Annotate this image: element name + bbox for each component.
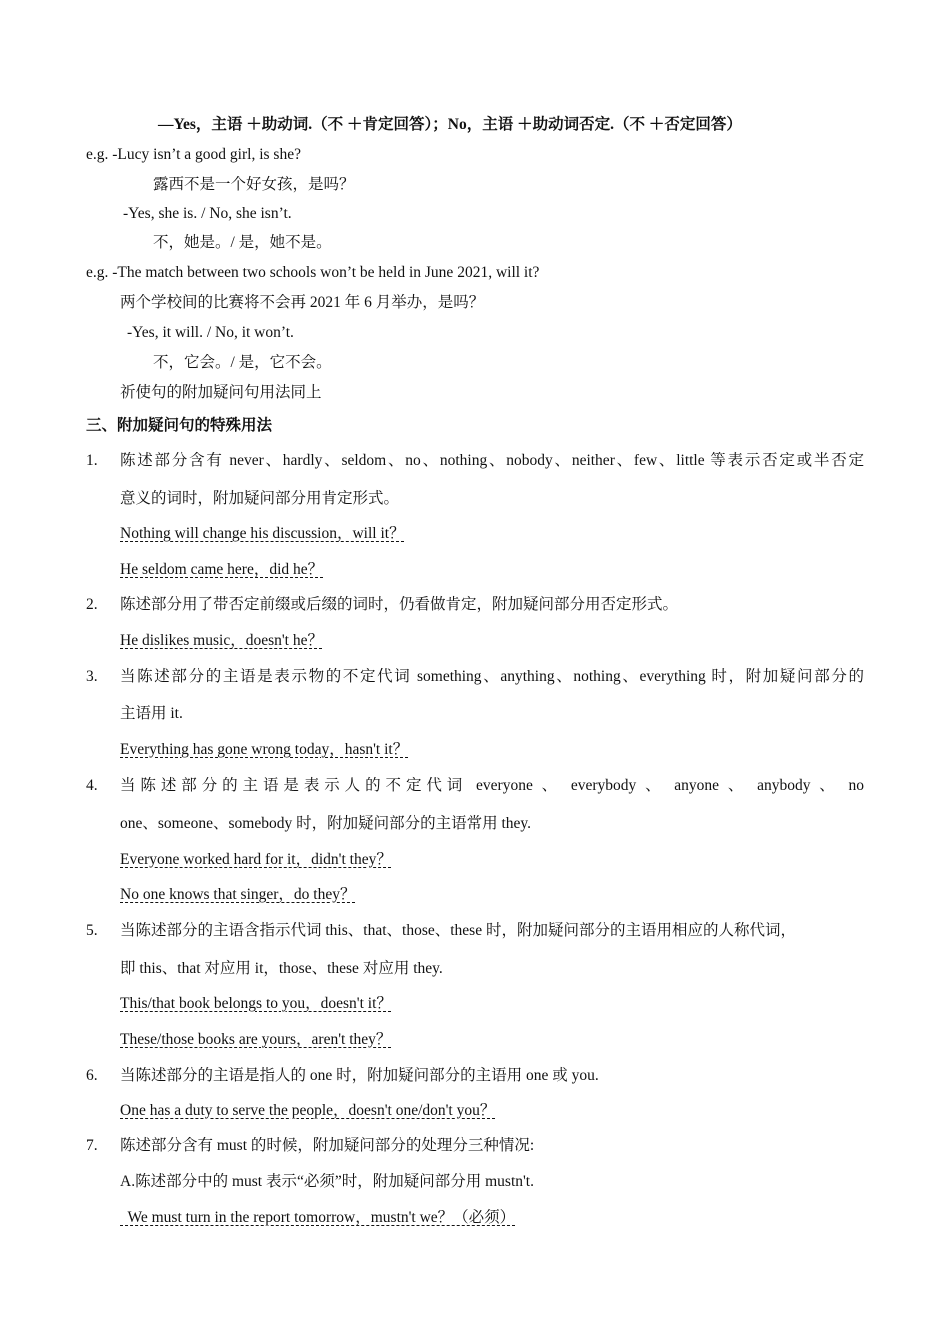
imperative-note: 祈使句的附加疑问句用法同上: [120, 384, 322, 401]
rule-example: One has a duty to serve the people，doesn't one/don't you？: [120, 1102, 496, 1119]
rule-text: 陈述部分含有 must 的时候，附加疑问部分的处理分三种情况:: [120, 1137, 535, 1154]
rule-number: 3.: [86, 668, 98, 685]
rule-example: Nothing will change his discussion，will it？: [120, 525, 405, 542]
rule-example: This/that book belongs to you，doesn't it？: [120, 995, 392, 1012]
rule-number: 5.: [86, 922, 98, 939]
rule-example: No one knows that singer，do they？: [120, 886, 356, 903]
example2-answer: -Yes, it will. / No, it won’t.: [127, 324, 294, 341]
rule-example: Everything has gone wrong today，hasn't it？: [120, 741, 409, 758]
example2-answer-translation: 不，它会。/ 是，它不会。: [153, 354, 332, 371]
rule-text: 陈述部分含有 never、hardly、seldom、no、nothing、nobody、neither、few、little 等表示否定或半否定: [120, 452, 864, 469]
rule-text: 陈述部分用了带否定前缀或后缀的词时，仍看做肯定，附加疑问部分用否定形式。: [120, 596, 679, 613]
example1-question: e.g. -Lucy isn’t a good girl, is she?: [86, 146, 301, 163]
rule-text-continued: 即 this、that 对应用 it，those、these 对应用 they.: [120, 960, 443, 977]
rule-text-continued: 主语用 it.: [120, 705, 183, 722]
example2-question: e.g. -The match between two schools won’t be held in June 2021, will it?: [86, 264, 540, 281]
rule-example: These/those books are yours，aren't they？: [120, 1031, 392, 1048]
rule-example: He dislikes music，doesn't he？: [120, 632, 323, 649]
answer-rule: —Yes，主语 ＋助动词.（不 ＋肯定回答）；No，主语 ＋助动词否定.（不 ＋否定回答）: [158, 116, 742, 133]
rule-text: 当陈述部分的主语是表示人的不定代词 everyone 、 everybody 、 anyone 、 anybody 、 no: [120, 777, 864, 794]
rule-number: 6.: [86, 1067, 98, 1084]
rule-text-continued: one、someone、somebody 时，附加疑问部分的主语常用 they.: [120, 815, 532, 832]
section-title: 三、附加疑问句的特殊用法: [86, 417, 273, 434]
rule-number: 2.: [86, 596, 98, 613]
rule-example: Everyone worked hard for it，didn't they？: [120, 851, 392, 868]
rule-subcase: A.陈述部分中的 must 表示“必须”时，附加疑问部分用 mustn't.: [120, 1173, 534, 1190]
rule-number: 4.: [86, 777, 98, 794]
rule-number: 1.: [86, 452, 98, 469]
example1-answer-translation: 不，她是。/ 是，她不是。: [153, 234, 332, 251]
example2-question-translation: 两个学校间的比赛将不会再 2021 年 6 月举办，是吗？: [120, 294, 485, 311]
example1-answer: -Yes, she is. / No, she isn’t.: [123, 205, 292, 222]
rule-number: 7.: [86, 1137, 98, 1154]
rule-text: 当陈述部分的主语是指人的 one 时，附加疑问部分的主语用 one 或 you.: [120, 1067, 599, 1084]
rule-text: 当陈述部分的主语是表示物的不定代词 something、anything、nothing、everything 时，附加疑问部分的: [120, 668, 864, 685]
rule-example: He seldom came here，did he？: [120, 561, 324, 578]
rule-text-continued: 意义的词时，附加疑问部分用肯定形式。: [120, 490, 400, 507]
rule-example: We must turn in the report tomorrow，mustn't we？（必须）: [120, 1209, 516, 1226]
rule-text: 当陈述部分的主语含指示代词 this、that、those、these 时，附加疑问部分的主语用相应的人称代词，: [120, 922, 796, 939]
example1-question-translation: 露西不是一个好女孩，是吗？: [153, 176, 355, 193]
